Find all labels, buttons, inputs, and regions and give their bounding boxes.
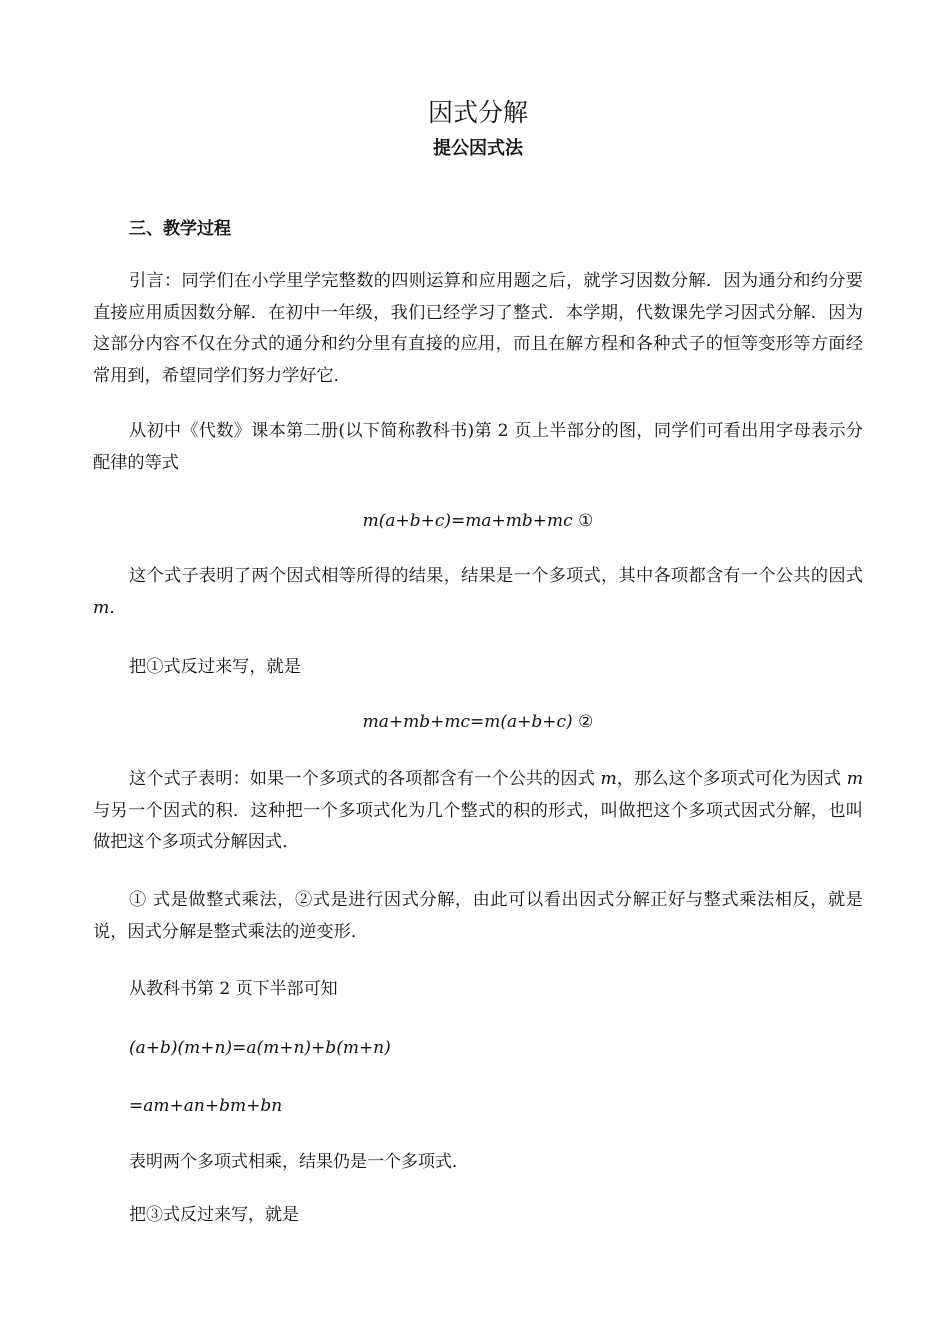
explain-2-var1: m <box>600 769 617 789</box>
equation-3: (a+b)(m+n)=a(m+n)+b(m+n) <box>129 1038 391 1058</box>
paragraph-from-textbook-2: 从教科书第 2 页下半部可知 <box>129 979 338 999</box>
paragraph-reverse-1: 把①式反过来写，就是 <box>129 657 301 677</box>
equation-1-expr: m(a+b+c)=ma+mb+mc <box>362 511 573 531</box>
paragraph-from-textbook: 从初中《代数》课本第二册(以下简称教科书)第 2 页上半部分的图，同学们可看出用字母表示分配律的等式 <box>93 421 863 473</box>
paragraph-reverse-3: 把③式反过来写，就是 <box>129 1205 299 1225</box>
equation-2-expr: ma+mb+mc=m(a+b+c) <box>362 712 573 732</box>
section-heading: 三、教学过程 <box>129 219 231 239</box>
paragraph-inverse: ① 式是做整式乘法，②式是进行因式分解，由此可以看出因式分解正好与整式乘法相反，就是说，因式分解是整式乘法的逆变形． <box>93 890 863 942</box>
equation-4: =am+an+bm+bn <box>129 1096 283 1116</box>
explain-1-end: ． <box>109 597 127 618</box>
paragraph-explain-2 <box>93 764 863 859</box>
explain-2-var2: m <box>846 769 864 789</box>
explain-2-b: ，那么这个多项式可化为因式 <box>616 769 847 789</box>
equation-2-number: ② <box>578 712 594 732</box>
explain-1-text: 这个式子表明了两个因式相等所得的结果，结果是一个多项式，其中各项都含有一个公共的因式 <box>129 566 863 586</box>
page-title: 因式分解 <box>427 98 528 127</box>
explain-2-a: 这个式子表明：如果一个多项式的各项都含有一个公共的因式 <box>129 769 601 789</box>
paragraph-product: 表明两个多项式相乘，结果仍是一个多项式． <box>129 1152 469 1172</box>
explain-1-var: m <box>93 597 110 618</box>
explain-2-c: 与另一个因式的积．这种把一个多项式化为几个整式的积的形式，叫做把这个多项式因式分解，也叫做把这个多项式分解因式． <box>93 800 863 852</box>
equation-2 <box>93 710 863 734</box>
paragraph-intro: 引言：同学们在小学里学完整数的四则运算和应用题之后，就学习因数分解．因为通分和约分要直接应用质因数分解．在初中一年级，我们已经学习了整式．本学期，代数课先学习因式分解．因为这部分内容不仅在分式的通分和约分里有直接的应用，而且在解方程和各种式子的恒等变形等方面经常用到，希望同学们努力学好它． <box>93 271 863 386</box>
equation-1 <box>93 509 863 533</box>
page-subtitle: 提公因式法 <box>433 138 523 159</box>
equation-1-number: ① <box>578 511 594 531</box>
paragraph-explain-1 <box>93 561 863 624</box>
